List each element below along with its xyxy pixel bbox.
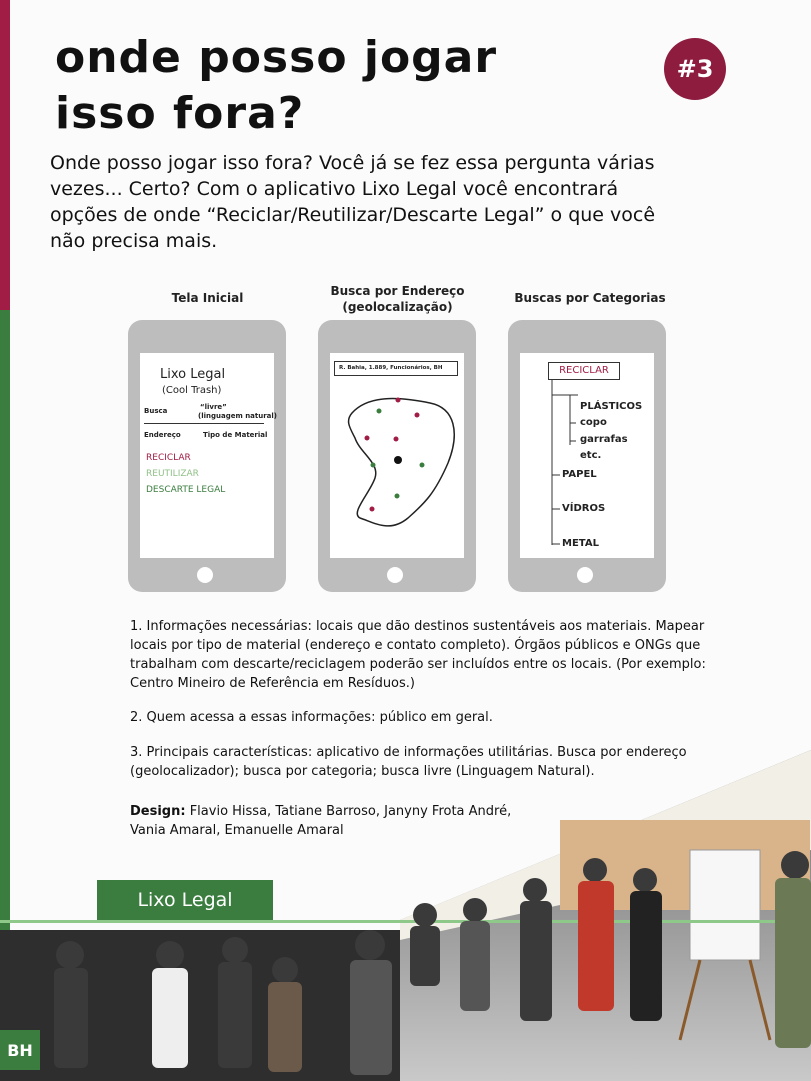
home-button [577,567,593,583]
app-name: Lixo Legal [160,367,226,382]
category-metal: METAL [562,538,599,549]
list-item-3: 3. Principais características: aplicativo de informações utilitárias. Busca por endereço (geolocalizador); busca por categoria; busca livre (Linguagem Natural). [130,745,687,779]
design-names: Flavio Hissa, Tatiane Barroso, Janyny Frota André, Vania Amaral, Emanuelle Amaral [130,804,512,838]
address-search-value: R. Bahia, 1.889, Funcionários, BH [339,365,443,371]
title-line-2: isso fora? [55,88,305,139]
map-point [395,494,400,499]
list-item-1: 1. Informações necessárias: locais que dão destinos sustentáveis aos materiais. Mapear locais por tipo de material (endereço e contato completo). Órgãos públicos e ONGs que trabalham com descarte/reciclagem poderão ser incluídos entre os locais. (Por exemplo: Centro Mineiro de Referência em Resíduos.) [130,619,706,691]
map-point [415,413,420,418]
label-address-line-1: Busca por Endereço [330,284,465,298]
endereco-label: Endereço [144,431,181,439]
map-point [370,507,375,512]
category-copo: copo [580,417,607,428]
category-etc: etc. [580,450,602,461]
number-badge: #3 [664,38,726,100]
region-tag: BH [0,1030,40,1070]
phone-address [318,320,476,592]
intro-paragraph: Onde posso jogar isso fora? Você já se fez essa pergunta várias vezes... Certo? Com o aplicativo Lixo Legal você encontrará opções de onde “Reciclar/Reutilizar/Descarte Legal” o que você não precisa mais. [50,152,656,252]
phone-address-screen [330,353,464,558]
title-line-1: onde posso jogar [55,32,498,83]
option-reutilizar: REUTILIZAR [146,469,199,479]
map-area [330,383,464,543]
livre-label: “livre” [200,403,227,411]
option-descarte-legal: DESCARTE LEGAL [146,485,226,495]
search-line [144,423,264,424]
category-garrafas: garrafas [580,434,628,445]
page-title [55,30,575,142]
phone-home-screen [140,353,277,558]
phone-categories-screen [520,353,654,558]
design-label: Design: [130,804,186,819]
label-address-line-2: (geolocalização) [342,300,453,314]
home-button [197,567,213,583]
app-subtitle: (Cool Trash) [162,385,222,396]
map-point [420,463,425,468]
map-point [371,463,376,468]
map-point [396,398,401,403]
section-tab: Lixo Legal [97,880,273,920]
category-vidros: VÍDROS [562,503,606,514]
label-home-screen: Tela Inicial [171,291,244,305]
list-item-2: 2. Quem acessa a essas informações: público em geral. [130,710,493,725]
map-point [377,409,382,414]
map-point [365,436,370,441]
category-plasticos: PLÁSTICOS [580,401,643,412]
phone-home [128,320,286,592]
edge-bar-red [0,0,10,310]
linguagem-label: (linguagem natural) [198,412,277,420]
busca-label: Busca [144,407,168,415]
home-button [387,567,403,583]
option-reciclar: RECICLAR [146,453,191,463]
map-location-pin [394,456,402,464]
address-search-field [334,361,458,376]
label-address-search [310,283,485,315]
category-papel: PAPEL [562,469,597,480]
tipo-material-label: Tipo de Material [203,431,268,439]
label-category-search: Buscas por Categorias [514,291,666,305]
phone-categories [508,320,666,592]
category-selected: RECICLAR [548,362,620,380]
map-region-outline [349,399,455,526]
map-point [394,437,399,442]
